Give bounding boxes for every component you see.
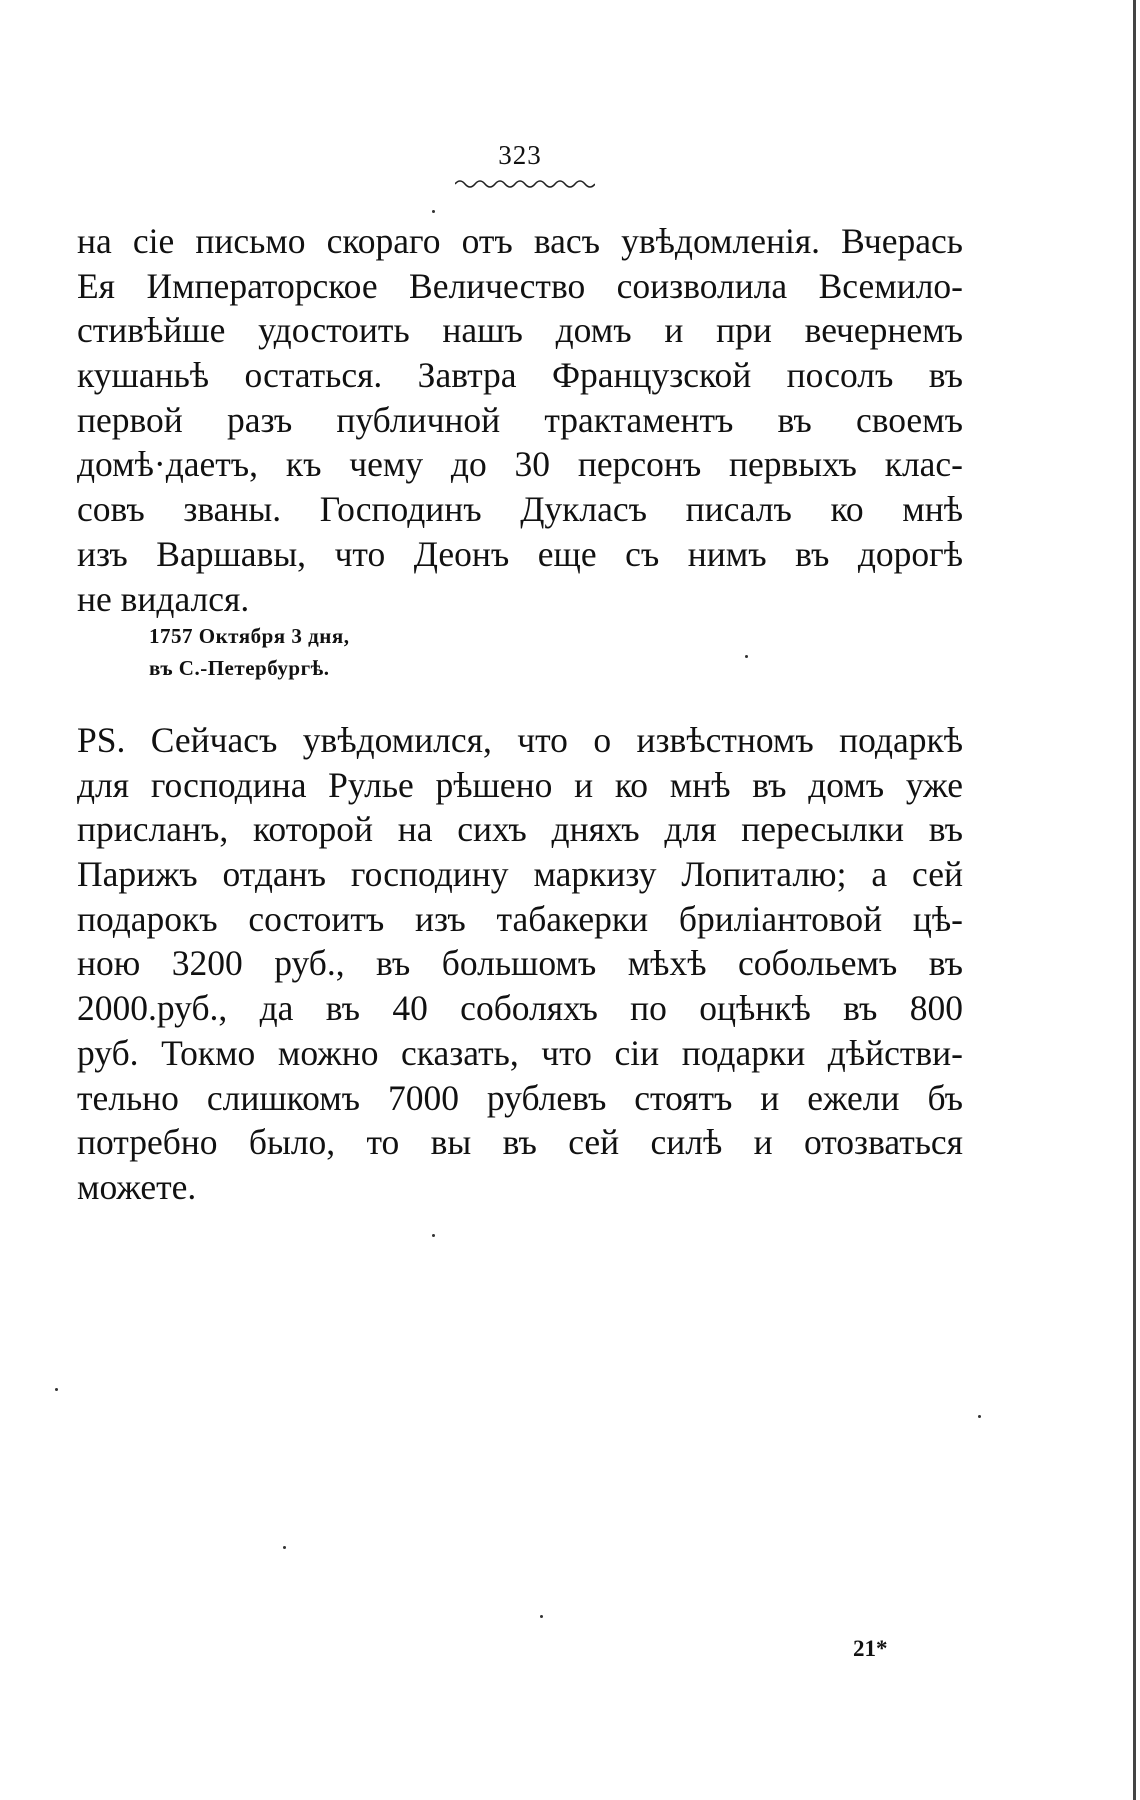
text-line: изъ Варшавы, что Деонъ еще съ нимъ въ дорогѣ [77,533,963,574]
signature-date: 1757 Октября 3 дня, [149,624,350,648]
text-line: подарокъ состоитъ изъ табакерки бриліантовой цѣ- [77,898,963,939]
page-edge-line [1133,0,1136,1800]
text-line: домѣ·даетъ, къ чему до 30 персонъ первыхъ клас- [77,444,963,485]
text-line: совъ званы. Господинъ Дукласъ писалъ ко мнѣ [77,489,963,530]
text-line: кушаньѣ остаться. Завтра Французской посолъ въ [77,355,963,396]
text-line: на сіе письмо скораго отъ васъ увѣдомленія. Вчерась [77,221,963,261]
text-line: тельно слишкомъ 7000 рублевъ стоятъ и ежели бъ [77,1077,963,1118]
print-speck [432,1234,435,1237]
print-speck [432,210,435,213]
print-speck [283,1546,286,1549]
text-line: стивѣйше удостоить нашъ домъ и при вечернемъ [77,310,963,351]
print-speck [978,1415,981,1418]
text-line: первой разъ публичной трактаментъ въ своемъ [77,399,963,440]
text-line: Парижъ отданъ господину маркизу Лопиталю; а сей [77,854,963,895]
text-line: руб. Токмо можно сказать, что сіи подарки дѣйстви- [77,1032,963,1073]
text-line: для господина Рулье рѣшено и ко мнѣ въ домъ уже [77,764,963,805]
text-line: не видался. [77,578,250,619]
print-speck [55,1388,58,1391]
print-speck [540,1615,543,1618]
ornament-rule [455,178,595,190]
text-line: PS. Сейчасъ увѣдомился, что о извѣстномъ подаркѣ [77,720,963,760]
letter-body [77,219,963,621]
signature-place: въ С.-Петербургѣ. [149,656,330,680]
wavy-rule-icon [455,178,595,190]
page-number: 323 [498,140,542,170]
print-speck [745,655,748,658]
text-line: Ея Императорское Величество соизволила Всемило- [77,265,963,306]
text-line: ною 3200 руб., въ большомъ мѣхѣ собольемъ въ [77,943,963,984]
signature-mark: 21* [853,1636,888,1661]
date-signature [149,620,349,684]
postscript [77,718,963,1210]
text-line: потребно было, то вы въ сей силѣ и отозваться [77,1122,963,1163]
text-line: можете. [77,1166,197,1207]
text-line: 2000.руб., да въ 40 соболяхъ по оцѣнкѣ въ 800 [77,988,963,1029]
text-line: присланъ, которой на сихъ дняхъ для пересылки въ [77,809,963,850]
